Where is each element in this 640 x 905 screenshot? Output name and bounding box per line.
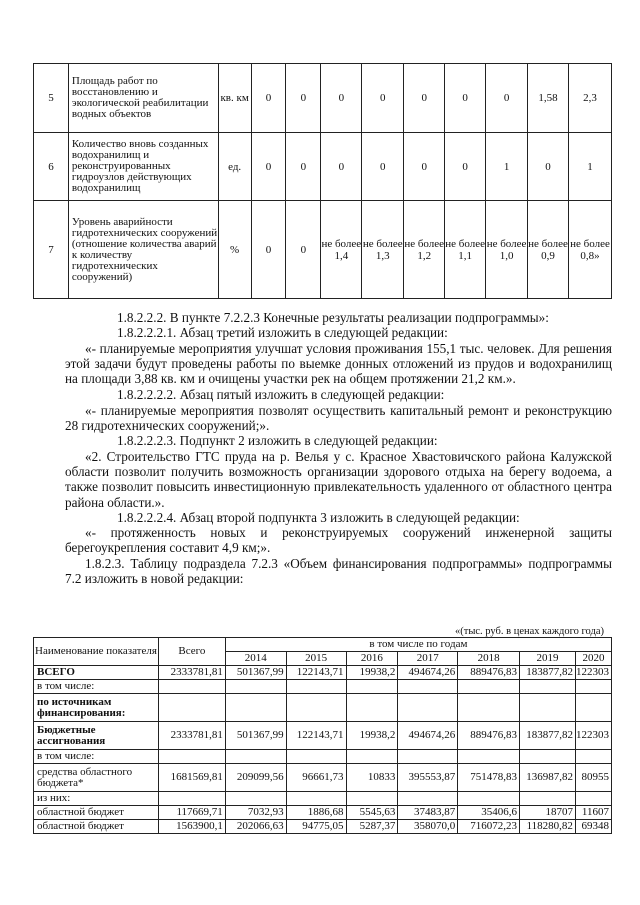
value-cell: 751478,83 — [458, 764, 520, 792]
value-cell: 19938,2 — [346, 666, 398, 680]
value-cell: 122143,71 — [286, 666, 346, 680]
value-cell: 358070,0 — [398, 820, 458, 834]
indicator-name: Уровень аварийности гидротехнических сооружений (отношение количества аварий к количеству гидротехнических сооружений) — [68, 201, 218, 299]
value-cell: 0 — [404, 133, 445, 201]
value-cell: 19938,2 — [346, 722, 398, 750]
row-label: областной бюджет — [34, 820, 159, 834]
value-cell: 0 — [321, 64, 362, 133]
table-row — [34, 750, 612, 764]
body-text — [65, 310, 612, 586]
value-cell: 0 — [251, 133, 286, 201]
value-cell: не более 1,0 — [486, 201, 528, 299]
value-cell: 889476,83 — [458, 666, 520, 680]
row-number: 5 — [34, 64, 69, 133]
total-cell: 2333781,81 — [158, 722, 225, 750]
value-cell: не более 1,4 — [321, 201, 362, 299]
row-label: по источникам финансирования: — [34, 694, 159, 722]
header-year: 2018 — [458, 652, 520, 666]
paragraph: 1.8.2.2.2.1. Абзац третий изложить в следующей редакции: — [117, 325, 448, 341]
paragraph: 1.8.2.2.2.3. Подпункт 2 изложить в следующей редакции: — [117, 433, 438, 449]
value-cell: 501367,99 — [225, 666, 286, 680]
header-year: 2019 — [520, 652, 576, 666]
value-cell: 94775,05 — [286, 820, 346, 834]
value-cell: 0 — [286, 201, 321, 299]
value-cell: 501367,99 — [225, 722, 286, 750]
value-cell: 136987,82 — [520, 764, 576, 792]
paragraph: «- протяженность новых и реконструируемых сооружений инженерной защиты берегоукрепления составит 4,9 км;». — [65, 525, 612, 556]
table-row — [34, 201, 612, 299]
header-year: 2015 — [286, 652, 346, 666]
row-label: ВСЕГО — [34, 666, 159, 680]
value-cell: 69348 — [575, 820, 611, 834]
value-cell: 0 — [251, 201, 286, 299]
value-cell: 716072,23 — [458, 820, 520, 834]
paragraph: 1.8.2.2.2.2. Абзац пятый изложить в следующей редакции: — [117, 387, 445, 403]
value-cell: 0 — [321, 133, 362, 201]
value-cell: 1886,68 — [286, 806, 346, 820]
value-cell: 0 — [362, 133, 404, 201]
table-row — [34, 133, 612, 201]
unit-note: «(тыс. руб. в ценах каждого года) — [455, 626, 604, 637]
table-row — [34, 680, 612, 694]
header-year: 2016 — [346, 652, 398, 666]
row-number: 6 — [34, 133, 69, 201]
row-label: из них: — [34, 792, 159, 806]
value-cell: 0 — [445, 133, 486, 201]
financing-table — [33, 637, 612, 834]
value-cell: 0 — [286, 133, 321, 201]
value-cell: 1 — [486, 133, 528, 201]
row-number: 7 — [34, 201, 69, 299]
paragraph: 1.8.2.3. Таблицу подраздела 7.2.3 «Объем финансирования подпрограммы» подпрограммы 7.2 изложить в новой редакции: — [65, 555, 612, 587]
total-cell: 117669,71 — [158, 806, 225, 820]
paragraph: 1.8.2.2.2. В пункте 7.2.2.3 Конечные результаты реализации подпрограммы»: — [117, 310, 549, 325]
value-cell: 5287,37 — [346, 820, 398, 834]
value-cell: не более 1,1 — [445, 201, 486, 299]
value-cell: 202066,63 — [225, 820, 286, 834]
value-cell: 118280,82 — [520, 820, 576, 834]
total-cell: 1681569,81 — [158, 764, 225, 792]
value-cell: не более 1,2 — [404, 201, 445, 299]
value-cell: 209099,56 — [225, 764, 286, 792]
value-cell: 122303 — [575, 666, 611, 680]
value-cell: 80955 — [575, 764, 611, 792]
indicator-name: Площадь работ по восстановлению и экологической реабилитации водных объектов — [68, 64, 218, 133]
value-cell: 2,3 — [568, 64, 611, 133]
total-cell: 1563900,1 — [158, 820, 225, 834]
header-year: 2014 — [225, 652, 286, 666]
value-cell: 0 — [445, 64, 486, 133]
paragraph: 1.8.2.2.2.4. Абзац второй подпункта 3 изложить в следующей редакции: — [117, 509, 520, 525]
row-label: средства областного бюджета* — [34, 764, 159, 792]
unit-cell: ед. — [218, 133, 251, 201]
header-year: 2020 — [575, 652, 611, 666]
table-row — [34, 694, 612, 722]
unit-cell: % — [218, 201, 251, 299]
header-years-caption: в том числе по годам — [225, 638, 611, 652]
table-row — [34, 722, 612, 750]
value-cell: 0 — [528, 133, 569, 201]
table-row — [34, 820, 612, 834]
value-cell: 494674,26 — [398, 666, 458, 680]
value-cell: 1,58 — [528, 64, 569, 133]
table-row — [34, 792, 612, 806]
total-cell: 2333781,81 — [158, 666, 225, 680]
table-row — [34, 806, 612, 820]
value-cell: 395553,87 — [398, 764, 458, 792]
value-cell: 122303 — [575, 722, 611, 750]
value-cell: 7032,93 — [225, 806, 286, 820]
value-cell: 0 — [286, 64, 321, 133]
header-year: 2017 — [398, 652, 458, 666]
paragraph: «2. Строительство ГТС пруда на р. Велья у с. Красное Хвастовичского района Калужской области позволит получить возможность организации здорового отдыха на берегу водоема, а также позволит повысить инвестиционную привлекательность удаленного от областного центра района области.». — [65, 448, 612, 510]
value-cell: не более 0,8» — [568, 201, 611, 299]
value-cell: 0 — [362, 64, 404, 133]
value-cell: 494674,26 — [398, 722, 458, 750]
header-name: Наименование показателя — [34, 638, 159, 666]
row-label: Бюджетные ассигнования — [34, 722, 159, 750]
value-cell: 96661,73 — [286, 764, 346, 792]
value-cell: 37483,87 — [398, 806, 458, 820]
indicator-name: Количество вновь созданных водохранилищ и реконструированных гидроузлов действующих водохранилищ — [68, 133, 218, 201]
value-cell: 35406,6 — [458, 806, 520, 820]
unit-cell: кв. км — [218, 64, 251, 133]
table-row — [34, 666, 612, 680]
value-cell: 5545,63 — [346, 806, 398, 820]
table-row — [34, 64, 612, 133]
value-cell: 18707 — [520, 806, 576, 820]
row-label: областной бюджет — [34, 806, 159, 820]
header-total: Всего — [158, 638, 225, 666]
value-cell: не более 0,9 — [528, 201, 569, 299]
row-label: в том числе: — [34, 680, 159, 694]
value-cell: 0 — [251, 64, 286, 133]
value-cell: 1 — [568, 133, 611, 201]
value-cell: 0 — [404, 64, 445, 133]
value-cell: 10833 — [346, 764, 398, 792]
value-cell: 889476,83 — [458, 722, 520, 750]
value-cell: 183877,82 — [520, 722, 576, 750]
table-row — [34, 764, 612, 792]
value-cell: 183877,82 — [520, 666, 576, 680]
row-label: в том числе: — [34, 750, 159, 764]
value-cell: 0 — [486, 64, 528, 133]
value-cell: 11607 — [575, 806, 611, 820]
indicators-table — [33, 63, 612, 299]
value-cell: не более 1,3 — [362, 201, 404, 299]
paragraph: «- планируемые мероприятия позволят осуществить капитальный ремонт и реконструкцию 28 гидротехнических сооружений;». — [65, 402, 612, 434]
paragraph: «- планируемые мероприятия улучшат условия проживания 155,1 тыс. человек. Для решения этой задачи будут проведены работы по выемке донных отложений из прудов и водохранилищ на площади 3,88 кв. км и очищены участки рек на общем протяжении 21,2 км.». — [65, 340, 612, 387]
value-cell: 122143,71 — [286, 722, 346, 750]
